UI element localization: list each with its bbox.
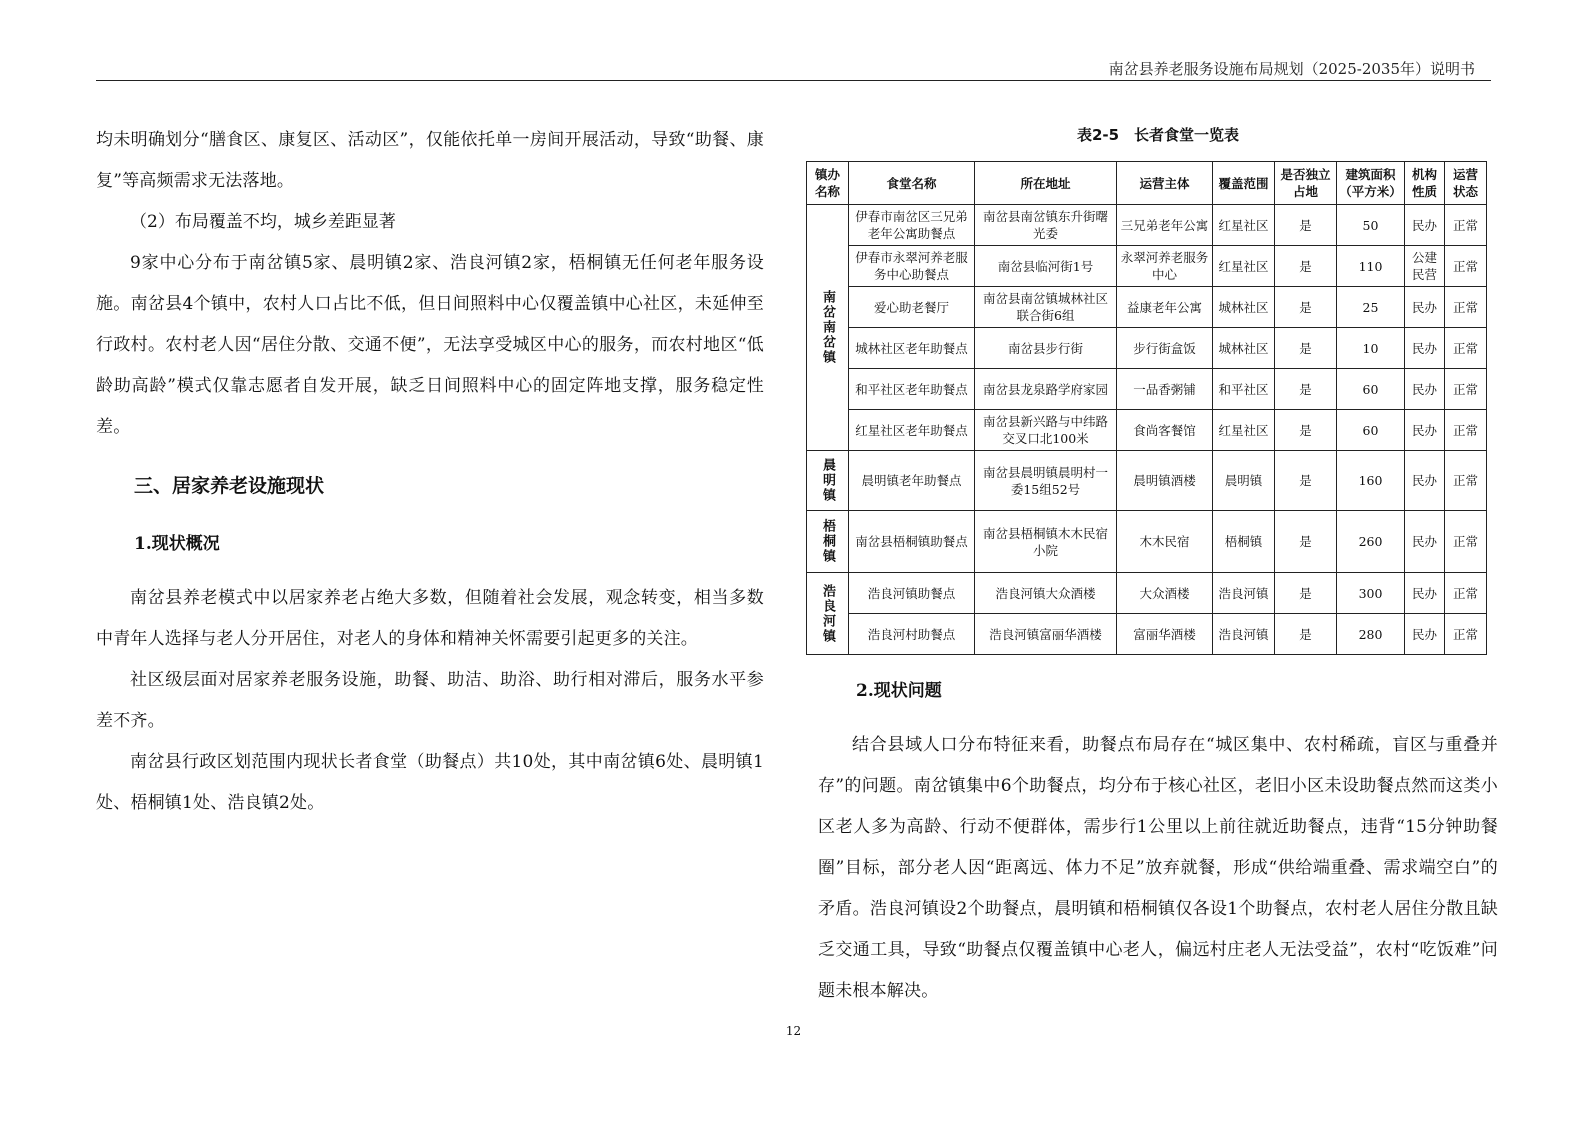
table-cell: 浩良河镇 [1213, 614, 1275, 655]
table-cell: 南岔县临河街1号 [975, 246, 1117, 287]
paragraph-continued: 均未明确划分“膳食区、康复区、活动区”，仅能依托单一房间开展活动，导致“助餐、康复”等高频需求无法落地。 [96, 130, 764, 191]
table-cell: 民办 [1405, 328, 1445, 369]
table-cell: 食尚客餐馆 [1117, 410, 1213, 451]
table-cell: 浩良河镇助餐点 [849, 573, 975, 614]
table-cell: 正常 [1445, 573, 1487, 614]
paragraph-problems: 结合县域人口分布特征来看，助餐点布局存在“城区集中、农村稀疏，盲区与重叠并存”的问题。南岔镇集中6个助餐点，均分布于核心社区，老旧小区未设助餐点然而这类小区老人多为高龄、行动不便群体，需步行1公里以上前往就近助餐点，违背“15分钟助餐圈”目标，部分老人因“距离远、体力不足”放弃就餐，形成“供给端重叠、需求端空白”的矛盾。浩良河镇设2个助餐点，晨明镇和梧桐镇仅各设1个助餐点，农村老人居住分散且缺乏交通工具，导致“助餐点仅覆盖镇中心老人，偏远村庄老人无法受益”，农村“吃饭难”问题未根本解决。 [818, 735, 1498, 1001]
table-cell: 红星社区 [1213, 410, 1275, 451]
table-cell: 城林社区老年助餐点 [849, 328, 975, 369]
table-cell: 三兄弟老年公寓 [1117, 205, 1213, 246]
table-cell: 正常 [1445, 410, 1487, 451]
header-cell: 运营主体 [1117, 162, 1213, 205]
table-cell: 南岔县晨明镇晨明村一委15组52号 [975, 451, 1117, 511]
table-cell: 是 [1275, 205, 1337, 246]
table-cell: 正常 [1445, 287, 1487, 328]
table-cell: 正常 [1445, 205, 1487, 246]
table-cell: 红星社区 [1213, 205, 1275, 246]
table-cell: 民办 [1405, 205, 1445, 246]
item-heading-layout: （2）布局覆盖不均，城乡差距显著 [130, 212, 396, 232]
table-cell: 25 [1337, 287, 1405, 328]
table-cell: 伊春市南岔区三兄弟老年公寓助餐点 [849, 205, 975, 246]
town-cell: 晨明镇 [807, 451, 849, 511]
table-header-row [807, 162, 1487, 205]
header-cell: 机构性质 [1405, 162, 1445, 205]
table-cell: 是 [1275, 287, 1337, 328]
table-row [807, 614, 1487, 655]
table-row [807, 287, 1487, 328]
table-cell: 梧桐镇 [1213, 511, 1275, 573]
subsection-heading-overview: 1.现状概况 [134, 534, 220, 554]
table-cell: 民办 [1405, 451, 1445, 511]
town-cell: 南岔南岔镇 [807, 205, 849, 451]
table-row [807, 410, 1487, 451]
paragraph-canteen-count: 南岔县行政区划范围内现状长者食堂（助餐点）共10处，其中南岔镇6处、晨明镇1处、梧桐镇1处、浩良镇2处。 [96, 752, 764, 813]
header-cell: 运营状态 [1445, 162, 1487, 205]
table-cell: 是 [1275, 614, 1337, 655]
table-cell: 浩良河村助餐点 [849, 614, 975, 655]
subsection-heading-problems: 2.现状问题 [856, 681, 942, 701]
table-cell: 50 [1337, 205, 1405, 246]
table-cell: 红星社区老年助餐点 [849, 410, 975, 451]
table-cell: 南岔县步行街 [975, 328, 1117, 369]
table-cell: 民办 [1405, 287, 1445, 328]
header-cell: 覆盖范围 [1213, 162, 1275, 205]
paragraph-home-care: 南岔县养老模式中以居家养老占绝大多数，但随着社会发展，观念转变，相当多数中青年人选择与老人分开居住，对老人的身体和精神关怀需要引起更多的关注。 [96, 588, 764, 649]
table-cell: 民办 [1405, 369, 1445, 410]
table-row [807, 369, 1487, 410]
table-cell: 是 [1275, 573, 1337, 614]
table-cell: 是 [1275, 511, 1337, 573]
table-cell: 爱心助老餐厅 [849, 287, 975, 328]
table-cell: 是 [1275, 328, 1337, 369]
table-row [807, 328, 1487, 369]
table-cell: 浩良河镇 [1213, 573, 1275, 614]
table-cell: 一品香粥铺 [1117, 369, 1213, 410]
header-divider [96, 80, 1491, 81]
table-cell: 300 [1337, 573, 1405, 614]
town-cell: 梧桐镇 [807, 511, 849, 573]
header-cell: 建筑面积（平方米） [1337, 162, 1405, 205]
table-cell: 南岔县梧桐镇木木民宿小院 [975, 511, 1117, 573]
table-cell: 城林社区 [1213, 328, 1275, 369]
table-cell: 是 [1275, 369, 1337, 410]
table-cell: 民办 [1405, 410, 1445, 451]
table-cell: 正常 [1445, 369, 1487, 410]
table-row [807, 205, 1487, 246]
table-cell: 60 [1337, 369, 1405, 410]
header-cell: 所在地址 [975, 162, 1117, 205]
table-cell: 浩良河镇富丽华酒楼 [975, 614, 1117, 655]
table-cell: 正常 [1445, 511, 1487, 573]
table-cell: 10 [1337, 328, 1405, 369]
table-cell: 南岔县龙泉路学府家园 [975, 369, 1117, 410]
table-cell: 和平社区老年助餐点 [849, 369, 975, 410]
town-cell: 浩良河镇 [807, 573, 849, 655]
table-cell: 永翠河养老服务中心 [1117, 246, 1213, 287]
table-cell: 正常 [1445, 614, 1487, 655]
header-cell: 是否独立占地 [1275, 162, 1337, 205]
table-cell: 是 [1275, 246, 1337, 287]
page-number: 12 [785, 1024, 802, 1038]
table-cell: 南岔县南岔镇城林社区联合街6组 [975, 287, 1117, 328]
table-cell: 城林社区 [1213, 287, 1275, 328]
table-caption: 表2-5 长者食堂一览表 [1076, 126, 1240, 144]
table-row [807, 246, 1487, 287]
table-cell: 260 [1337, 511, 1405, 573]
paragraph-distribution: 9家中心分布于南岔镇5家、晨明镇2家、浩良河镇2家，梧桐镇无任何老年服务设施。南岔县4个镇中，农村人口占比不低，但日间照料中心仅覆盖镇中心社区，未延伸至行政村。农村老人因“居住分散、交通不便”，无法享受城区中心的服务，而农村地区“低龄助高龄”模式仅靠志愿者自发开展，缺乏日间照料中心的固定阵地支撑，服务稳定性差。 [96, 253, 764, 437]
table-cell: 大众酒楼 [1117, 573, 1213, 614]
table-cell: 正常 [1445, 328, 1487, 369]
table-cell: 是 [1275, 451, 1337, 511]
table-cell: 南岔县梧桐镇助餐点 [849, 511, 975, 573]
table-cell: 60 [1337, 410, 1405, 451]
table-cell: 南岔县新兴路与中纬路交叉口北100米 [975, 410, 1117, 451]
table-cell: 富丽华酒楼 [1117, 614, 1213, 655]
table-cell: 民办 [1405, 511, 1445, 573]
table-cell: 160 [1337, 451, 1405, 511]
document-header-title: 南岔县养老服务设施布局规划（2025-2035年）说明书 [1108, 60, 1475, 78]
table-cell: 是 [1275, 410, 1337, 451]
table-cell: 和平社区 [1213, 369, 1275, 410]
table-cell: 民办 [1405, 573, 1445, 614]
paragraph-community: 社区级层面对居家养老服务设施，助餐、助洁、助浴、助行相对滞后，服务水平参差不齐。 [96, 670, 764, 731]
canteen-table [806, 161, 1487, 655]
table-cell: 伊春市永翠河养老服务中心助餐点 [849, 246, 975, 287]
table-cell: 正常 [1445, 246, 1487, 287]
right-column [814, 120, 1498, 1012]
table-cell: 110 [1337, 246, 1405, 287]
table-cell: 晨明镇 [1213, 451, 1275, 511]
table-cell: 木木民宿 [1117, 511, 1213, 573]
table-cell: 红星社区 [1213, 246, 1275, 287]
table-cell: 南岔县南岔镇东升街曙光委 [975, 205, 1117, 246]
table-cell: 280 [1337, 614, 1405, 655]
header-cell: 镇办名称 [807, 162, 849, 205]
table-cell: 浩良河镇大众酒楼 [975, 573, 1117, 614]
table-cell: 民办 [1405, 614, 1445, 655]
header-cell: 食堂名称 [849, 162, 975, 205]
table-cell: 晨明镇老年助餐点 [849, 451, 975, 511]
table-row [807, 451, 1487, 511]
table-row [807, 573, 1487, 614]
table-cell: 步行街盒饭 [1117, 328, 1213, 369]
section-heading: 三、居家养老设施现状 [134, 475, 325, 497]
left-column [96, 120, 764, 824]
table-cell: 正常 [1445, 451, 1487, 511]
table-cell: 益康老年公寓 [1117, 287, 1213, 328]
table-cell: 晨明镇酒楼 [1117, 451, 1213, 511]
table-row [807, 511, 1487, 573]
table-cell: 公建民营 [1405, 246, 1445, 287]
